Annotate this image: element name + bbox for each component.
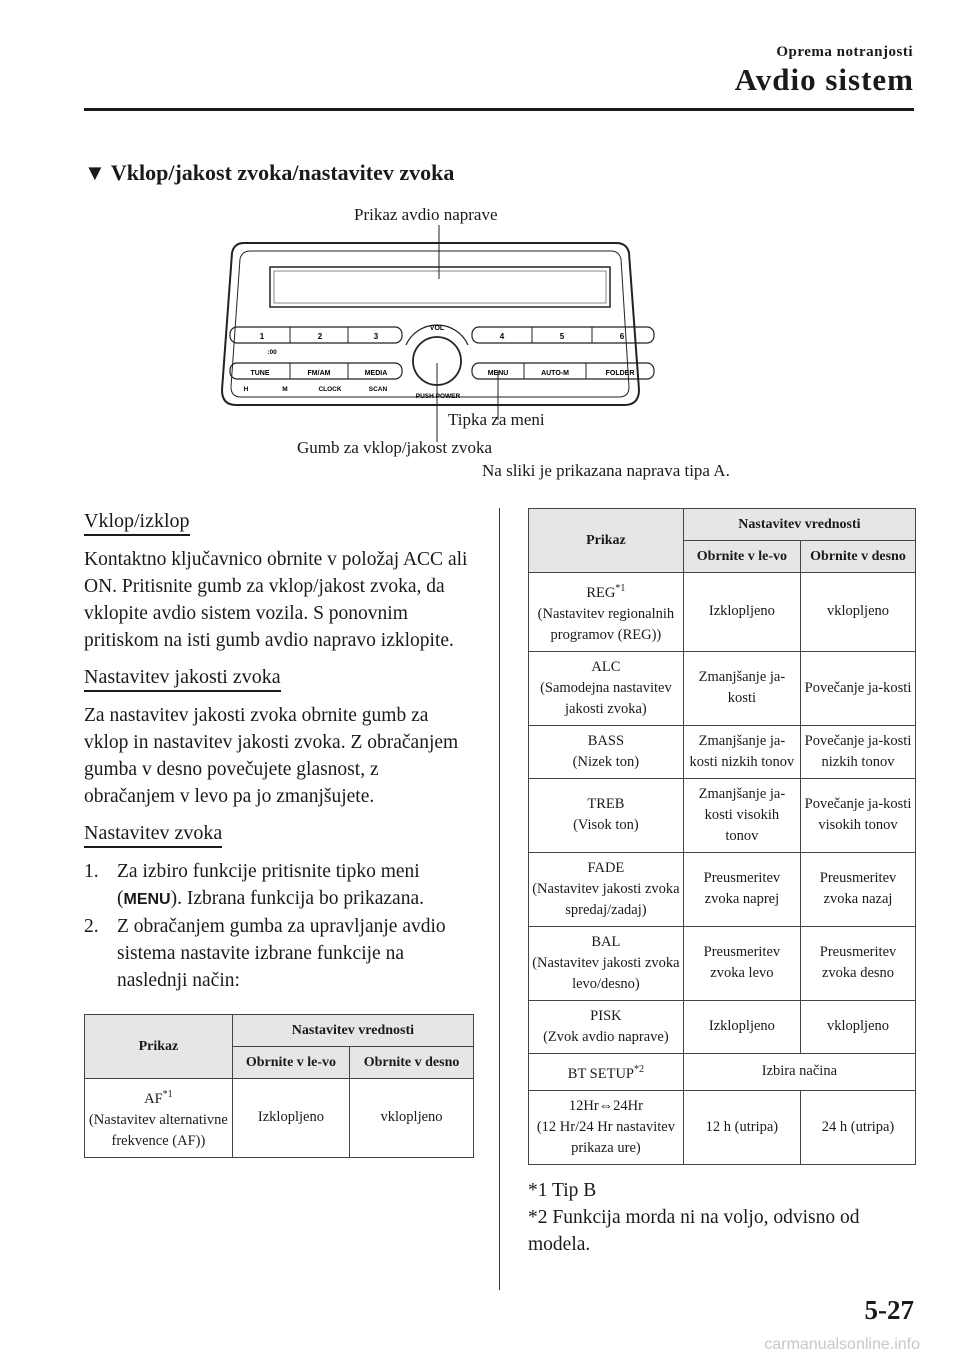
label-autom: AUTO-M	[541, 370, 569, 377]
label-folder: FOLDER	[605, 370, 635, 377]
th-turn-right: Obrnite v desno	[801, 541, 916, 573]
turn-right-value: Preusmeritev zvoka desno	[801, 926, 916, 1000]
display-code: REG	[586, 584, 616, 601]
display-desc: (Visok ton)	[573, 817, 639, 834]
page-number: 5-27	[864, 1295, 914, 1325]
header-rule	[84, 108, 914, 111]
label-00: :00	[267, 349, 277, 356]
display-cell	[529, 926, 684, 1000]
label-clock: CLOCK	[318, 386, 342, 393]
merged-value: Izbira načina	[683, 1053, 915, 1090]
turn-right-value: vklopljeno	[801, 573, 916, 652]
th-turn-left: Obrnite v le-vo	[232, 1047, 349, 1079]
label-vol: VOL	[429, 325, 445, 332]
table-row	[529, 1090, 916, 1164]
table-row	[529, 926, 916, 1000]
header-section: Oprema notranjosti	[776, 44, 913, 60]
paragraph-volume: Za nastavitev jakosti zvoka obrnite gumb za vklop in nastavitev jakosti zvoka. Z obračanjem gumba v desno povečujete glasnost, z obračanjem v levo pa jo zmanjšujete.	[84, 705, 459, 807]
step-number: 1.	[84, 861, 99, 882]
footnote-ref: *2	[634, 1063, 644, 1075]
footnote-1: *1 Tip B	[528, 1179, 597, 1201]
label-m: M	[282, 386, 288, 393]
audio-unit-figure	[84, 195, 914, 495]
turn-left-value: Izklopljeno	[683, 1000, 800, 1053]
display-cell	[529, 573, 684, 652]
preset-label-3: 3	[373, 332, 379, 341]
heading-on-off: Vklop/izklop	[84, 510, 190, 536]
th-display: Prikaz	[529, 509, 684, 573]
display-desc: (Nizek ton)	[572, 753, 640, 770]
table-row	[529, 725, 916, 778]
display-cell	[529, 651, 684, 725]
turn-right-value: Povečanje ja-kosti nizkih tonov	[801, 725, 916, 778]
display-cell	[529, 1053, 684, 1090]
watermark: carmanualsonline.info	[764, 1336, 920, 1353]
turn-right-value: Povečanje ja-kosti visokih tonov	[801, 778, 916, 852]
turn-right-value: vklopljeno	[350, 1079, 474, 1158]
settings-table-right	[528, 508, 916, 1165]
display-code: PISK	[590, 1007, 622, 1024]
display-desc: (Nastavitev jakosti zvoka spredaj/zadaj)	[532, 880, 680, 918]
turn-left-value: Zmanjšanje ja-kosti nizkih tonov	[683, 725, 800, 778]
header-title: Avdio sistem	[734, 62, 914, 97]
step-text: Za izbiro funkcije pritisnite tipko meni (	[117, 861, 420, 909]
display-desc: (Zvok avdio naprave)	[543, 1028, 669, 1045]
paragraph-on-off: Kontaktno ključavnico obrnite v položaj ACC ali ON. Pritisnite gumb za vklop/jakost zvoka, da vklopite avdio sistem vozila. S ponovnim pritiskom na isti gumb avdio napravo izklopite.	[84, 549, 468, 651]
display-code: ALC	[591, 658, 621, 675]
display-desc: (Nastavitev alternativne frekvence (AF))	[88, 1111, 228, 1149]
footnote-2: *2 Funkcija morda ni na voljo, odvisno od modela.	[528, 1206, 860, 1255]
display-code: AF	[144, 1090, 163, 1107]
turn-left-value: Preusmeritev zvoka levo	[683, 926, 800, 1000]
display-code: BASS	[587, 732, 625, 749]
display-code: TREB	[587, 796, 625, 813]
footnote-ref: *1	[615, 583, 626, 594]
callout-power-knob: Gumb za vklop/jakost zvoka	[297, 438, 492, 457]
column-divider	[499, 508, 500, 1290]
label-fmam: FM/AM	[307, 370, 331, 377]
label-h: H	[243, 386, 249, 393]
th-setting-group: Nastavitev vrednosti	[232, 1015, 473, 1047]
turn-left-value: 12 h (utripa)	[683, 1090, 800, 1164]
label-scan: SCAN	[368, 386, 388, 393]
display-cell	[529, 1090, 684, 1164]
preset-label-2: 2	[317, 332, 323, 341]
display-desc: (Samodejna nastavitev jakosti zvoka)	[540, 679, 672, 717]
label-media: MEDIA	[364, 370, 388, 377]
display-cell	[529, 725, 684, 778]
display-code: 12Hr⇔24Hr	[568, 1097, 643, 1114]
turn-left-value: Izklopljeno	[683, 573, 800, 652]
settings-table-left	[84, 1014, 474, 1158]
turn-left-value: Preusmeritev zvoka naprej	[683, 852, 800, 926]
turn-left-value: Zmanjšanje ja-kosti visokih tonov	[683, 778, 800, 852]
turn-right-value: 24 h (utripa)	[801, 1090, 916, 1164]
turn-left-value: Zmanjšanje ja-kosti	[683, 651, 800, 725]
label-menu: MENU	[487, 370, 509, 377]
table-row	[529, 1000, 916, 1053]
footnote-ref: *1	[162, 1089, 173, 1100]
th-turn-right: Obrnite v desno	[350, 1047, 474, 1079]
table-row	[85, 1079, 474, 1158]
display-cell	[529, 1000, 684, 1053]
menu-key-glyph: MENU	[123, 891, 171, 908]
left-column	[84, 510, 474, 1158]
display-code: BT SETUP	[567, 1065, 634, 1082]
section-title: ▼ Vklop/jakost zvoka/nastavitev zvoka	[84, 160, 455, 185]
display-cell	[529, 852, 684, 926]
display-desc: (12 Hr/24 Hr nastavitev prikaza ure)	[536, 1118, 675, 1156]
table-row	[529, 573, 916, 652]
step-2	[84, 913, 474, 994]
th-turn-left: Obrnite v le-vo	[683, 541, 800, 573]
callout-menu-button: Tipka za meni	[448, 410, 545, 429]
label-push-power: PUSH POWER	[415, 393, 461, 400]
display-cell	[529, 778, 684, 852]
table-row	[529, 651, 916, 725]
step-text: ). Izbrana funkcija bo prikazana.	[170, 888, 424, 909]
figure-caption: Na sliki je prikazana naprava tipa A.	[482, 461, 730, 480]
display-desc: (Nastavitev jakosti zvoka levo/desno)	[532, 954, 680, 992]
preset-label-1: 1	[259, 332, 265, 341]
heading-volume: Nastavitev jakosti zvoka	[84, 666, 281, 692]
turn-right-value: vklopljeno	[801, 1000, 916, 1053]
step-1	[84, 858, 474, 913]
th-display: Prikaz	[85, 1015, 233, 1079]
steps-list	[84, 858, 474, 994]
turn-right-value: Povečanje ja-kosti	[801, 651, 916, 725]
callout-display: Prikaz avdio naprave	[354, 205, 498, 224]
preset-label-4: 4	[499, 332, 505, 341]
display-cell	[85, 1079, 233, 1158]
step-text: Z obračanjem gumba za upravljanje avdio sistema nastavite izbrane funkcije na naslednji način:	[117, 916, 446, 991]
turn-left-value: Izklopljeno	[232, 1079, 349, 1158]
table-row	[529, 852, 916, 926]
right-column	[528, 508, 916, 1258]
preset-label-6: 6	[619, 332, 625, 341]
heading-sound: Nastavitev zvoka	[84, 822, 222, 848]
turn-right-value: Preusmeritev zvoka nazaj	[801, 852, 916, 926]
audio-unit-illustration	[84, 195, 914, 495]
preset-label-5: 5	[559, 332, 565, 341]
display-code: BAL	[591, 933, 621, 950]
display-desc: (Nastavitev regionalnih programov (REG))	[537, 605, 675, 643]
table-row	[529, 1053, 916, 1090]
table-row	[529, 778, 916, 852]
display-code: FADE	[587, 859, 625, 876]
step-number: 2.	[84, 916, 99, 937]
label-tune: TUNE	[250, 370, 270, 377]
th-setting-group: Nastavitev vrednosti	[683, 509, 915, 541]
